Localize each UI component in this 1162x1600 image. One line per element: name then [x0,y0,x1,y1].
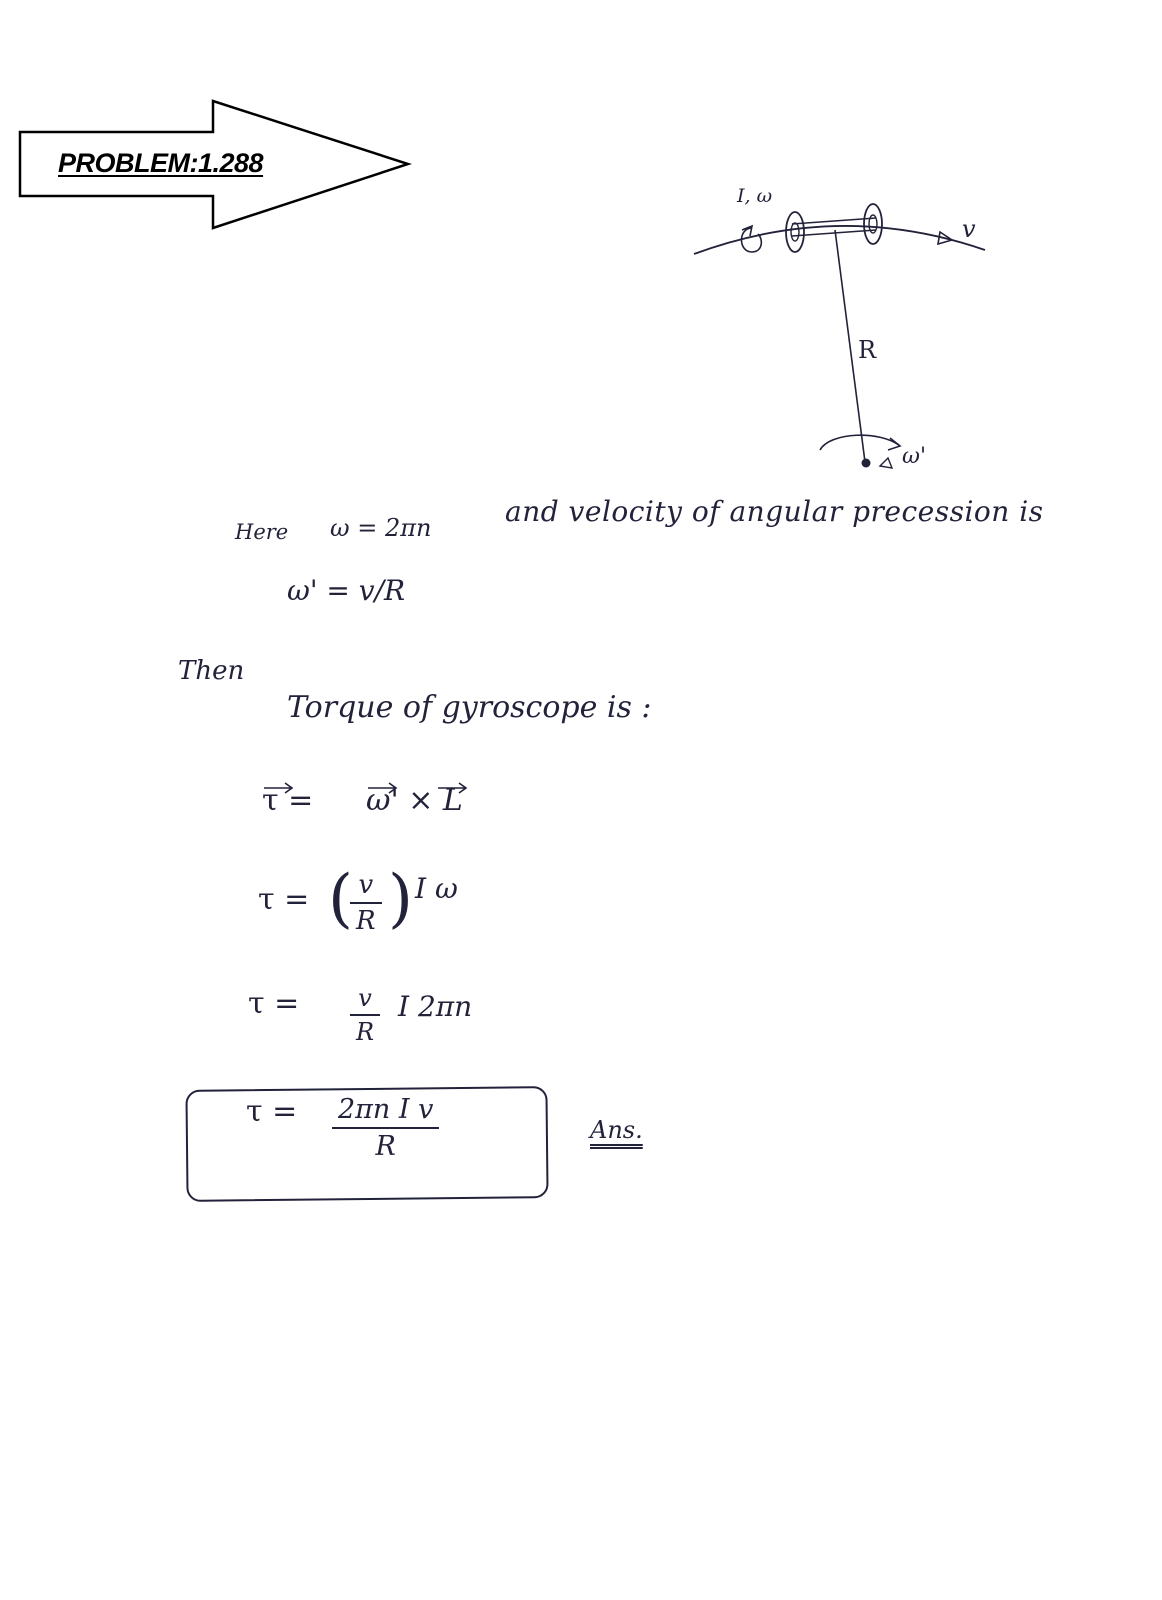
torque3-denominator: R [356,1018,375,1046]
torque2-numerator: v [358,870,374,900]
vector-arrow-L-icon [436,782,470,794]
torque3-rest: I 2πn [398,990,473,1023]
final-fraction [332,1094,439,1162]
here-word: Here [235,520,289,544]
paren-left: ( [328,862,353,936]
label-omega-prime: ω' [902,444,926,469]
torque-intro: Torque of gyroscope is : [287,690,652,725]
torque2-denominator: R [356,906,376,936]
vector-arrow-omega-icon [366,782,400,794]
torque-vector-rhs: ω' × L [366,783,463,818]
torque2-fraction [350,870,382,936]
paren-right: ) [388,862,413,936]
orbit-arc [694,226,985,254]
label-v: v [962,215,976,243]
vector-arrow-tau-icon [262,782,296,794]
final-numerator: 2πn I v [338,1094,434,1125]
torque-vector-lhs: τ = [262,783,314,818]
torque3-lhs: τ = [248,986,300,1021]
omega-prime-equation: ω' = v/R [287,574,406,607]
final-lhs: τ = [246,1094,298,1129]
answer-label: Ans. [590,1116,643,1144]
gyro-disk-right [864,204,882,244]
gyro-disk-left [786,212,804,252]
label-R: R [858,336,877,364]
torque2-lhs: τ = [258,882,310,917]
pivot-dot [862,459,871,468]
torque3-numerator: v [358,984,372,1012]
then-word: Then [178,656,245,686]
problem-title: PROBLEM:1.288 [58,148,264,178]
label-I-omega: I, ω [737,185,773,207]
problem-arrow-banner [0,0,420,240]
precession-arc [820,435,900,450]
final-denominator: R [375,1131,396,1162]
precession-sentence: and velocity of angular precession is [505,495,1044,528]
omega-equation: ω = 2πn [330,514,432,542]
torque2-rest: I ω [415,872,458,905]
torque3-fraction [350,984,380,1046]
